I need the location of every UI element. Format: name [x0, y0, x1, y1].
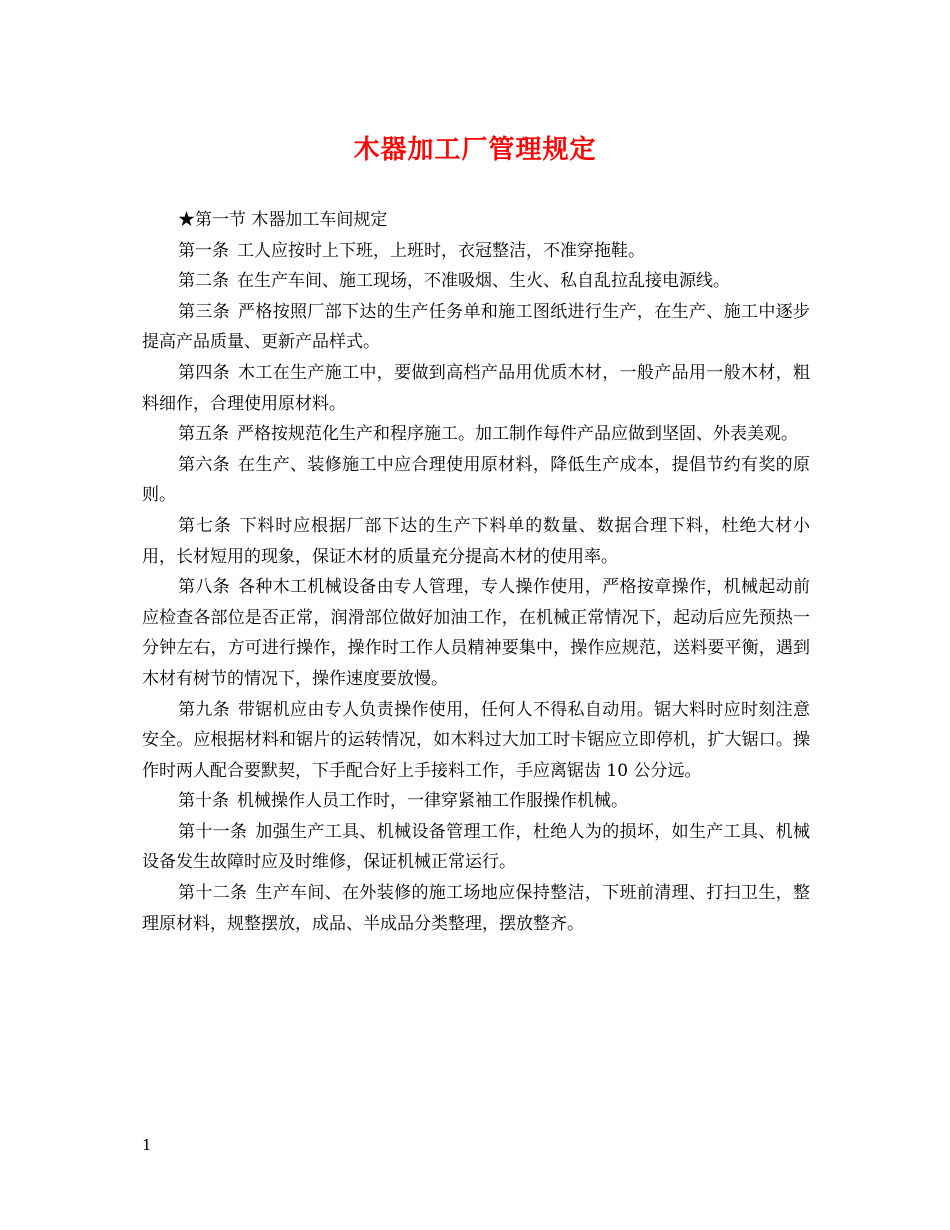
article-number: 第七条 [178, 515, 232, 536]
article-paragraph [142, 266, 810, 297]
document-title: 木器加工厂管理规定 [353, 135, 597, 165]
article-text: 各种木工机械设备由专人管理，专人操作使用，严格按章操作，机械起动前应检查各部位是否正常，润滑部位做好加油工作，在机械正常情况下，起动后应先预热一分钟左右，方可进行操作，操作时工作人员精神要集中，操作应规范，送料要平衡，遇到木材有树节的情况下，操作速度要放慢。 [142, 577, 811, 689]
article-text: 生产车间、在外装修的施工场地应保持整洁，下班前清理、打扫卫生，整理原材料，规整摆放，成品、半成品分类整理，摆放整齐。 [142, 883, 811, 934]
article-text: 严格按规范化生产和程序施工。加工制作每件产品应做到坚固、外表美观。 [237, 424, 798, 445]
article-paragraph [142, 511, 810, 572]
article-text: 在生产、装修施工中应合理使用原材料，降低生产成本，提倡节约有奖的原则。 [142, 454, 811, 506]
article-text: 在生产车间、施工现场，不准吸烟、生火、私自乱拉乱接电源线。 [237, 271, 730, 292]
article-number: 第八条 [178, 577, 231, 598]
article-number: 第十条 [178, 791, 229, 812]
article-text: 下料时应根据厂部下达的生产下料单的数量、数据合理下料，杜绝大材小用，长材短用的现象，保证木材的质量充分提高木材的使用率。 [142, 515, 811, 567]
article-text: 工人应按时上下班，上班时，衣冠整洁，不准穿拖鞋。 [237, 240, 645, 261]
article-text: 木工在生产施工中，要做到高档产品用优质木材，一般产品用一般木材，粗料细作，合理使用原材料。 [142, 362, 811, 414]
article-paragraph [142, 786, 810, 817]
article-paragraph [142, 695, 810, 787]
article-paragraph [142, 236, 810, 267]
article-number: 第二条 [178, 271, 229, 292]
document-body [142, 205, 810, 939]
article-paragraph [142, 358, 810, 419]
article-number: 第九条 [178, 699, 231, 720]
article-number: 第五条 [178, 424, 229, 445]
article-number: 第一条 [178, 240, 229, 261]
article-text: 加强生产工具、机械设备管理工作，杜绝人为的损坏，如生产工具、机械设备发生故障时应及时维修，保证机械正常运行。 [142, 821, 811, 873]
article-number: 第三条 [178, 301, 231, 322]
article-paragraph [142, 419, 810, 450]
article-text: 带锯机应由专人负责操作使用，任何人不得私自动用。锯大料时应时刻注意安全。应根据材料和锯片的运转情况，如木料过大加工时卡锯应立即停机，扩大锯口。操作时两人配合要默契，下手配合好上手接料工作，手应离锯齿 10 公分远。 [142, 699, 811, 781]
article-number: 第四条 [178, 362, 231, 383]
article-number: 第六条 [178, 454, 231, 475]
article-text: 严格按照厂部下达的生产任务单和施工图纸进行生产，在生产、施工中逐步提高产品质量、更新产品样式。 [142, 301, 811, 353]
article-text: 机械操作人员工作时，一律穿紧袖工作服操作机械。 [237, 791, 628, 812]
page-number: 1 [142, 1136, 152, 1154]
article-paragraph [142, 450, 810, 511]
article-paragraph [142, 817, 810, 878]
article-number: 第十二条 [178, 883, 248, 904]
article-paragraph [142, 878, 810, 939]
section-heading: ★第一节 木器加工车间规定 [178, 210, 388, 230]
article-paragraph [142, 297, 810, 358]
article-list [142, 236, 810, 940]
article-number: 第十一条 [178, 821, 248, 842]
article-paragraph [142, 572, 810, 694]
